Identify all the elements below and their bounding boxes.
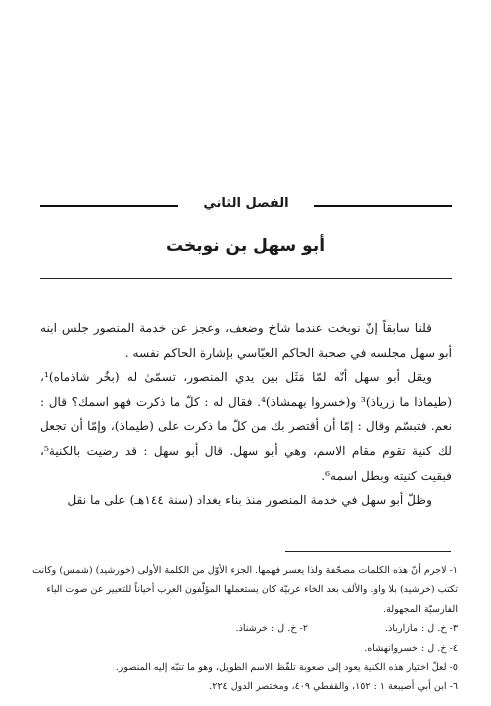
section-title-rule [40,278,452,279]
footnotes [30,561,458,697]
body-paragraph: قلنا سابقاً إنّ نوبخت عندما شاخ وضعف، وعجز عن خدمة المنصور جلس ابنه أبو سهل مجلسه في صحبة الحاكم العبّاسي بإشارة الحاكم نفسه . [40,321,452,360]
footnote-pair [30,619,458,638]
chapter-rule-right [314,205,452,207]
footnote-3: ٣- خ. ل : مازارباذ. [385,623,458,635]
body-text [40,316,452,513]
footnote-5: ٥- لعلّ اختيار هذه الكنية يعود إلى صعوبة تلفّظ الاسم الطويل، وهو ما تنبّه إليه المنصور. [115,662,458,674]
chapter-title: الفصل الثاني [203,196,289,211]
footnote-rule [285,551,451,552]
chapter-header [40,196,452,216]
footnote-6: ٦- ابن أبي أصيبعة ١ : ١٥٢، والقفطي ٤٠٩، ومختصر الدول ٢٢٤. [209,681,458,693]
footnote-2: ٢- خ. ل : خرشناذ. [235,623,308,635]
body-paragraph: ويقل أبو سهل أنّه لمّا مَثَل بين يدي المنصور، تسمّىٰ له (بخُر شاذماه)¹، (طيماذا ما زرياذ)³ و(خسروا بهمشاذ)⁴. فقال له : كلّ ما ذكرت فهو اسمك؟ قال : نعم. فتبسّم وقال : إمّا أن أقتصر بك من كلّ ما ذكرت على (طيماذ)، وإمّا أن تجعل لك كنية تقوم مقام الاسم، وهي أبو سهل. قال أبو سهل : قد رضيت بالكنية⁵، فبقيت كنيته وبطل اسمه⁶. [40,370,452,483]
section-title: أبو سهل بن نوبخت [165,236,326,256]
body-paragraph: وظلّ أبو سهل في خدمة المنصور منذ بناء بغداد (سنة ١٤٤هـ) على ما نقل [67,493,432,508]
footnote-1: ١- لاجرم أنّ هذه الكلمات مصحّفة ولذا يعسر فهمها. الجزء الأوّل من الكلمة الأولى (خورشيد) (شمس) وكانت تكتب (خرشيد) بلا واو. والألف بعد الخاء عربيّة كان يستعملها المؤلّفون العرب أحياناً للتعبير عن صوت الياء الفارسيّة المجهولة. [32,565,458,615]
footnote-4: ٤- خ. ل : خسروانهشاه. [364,642,458,654]
